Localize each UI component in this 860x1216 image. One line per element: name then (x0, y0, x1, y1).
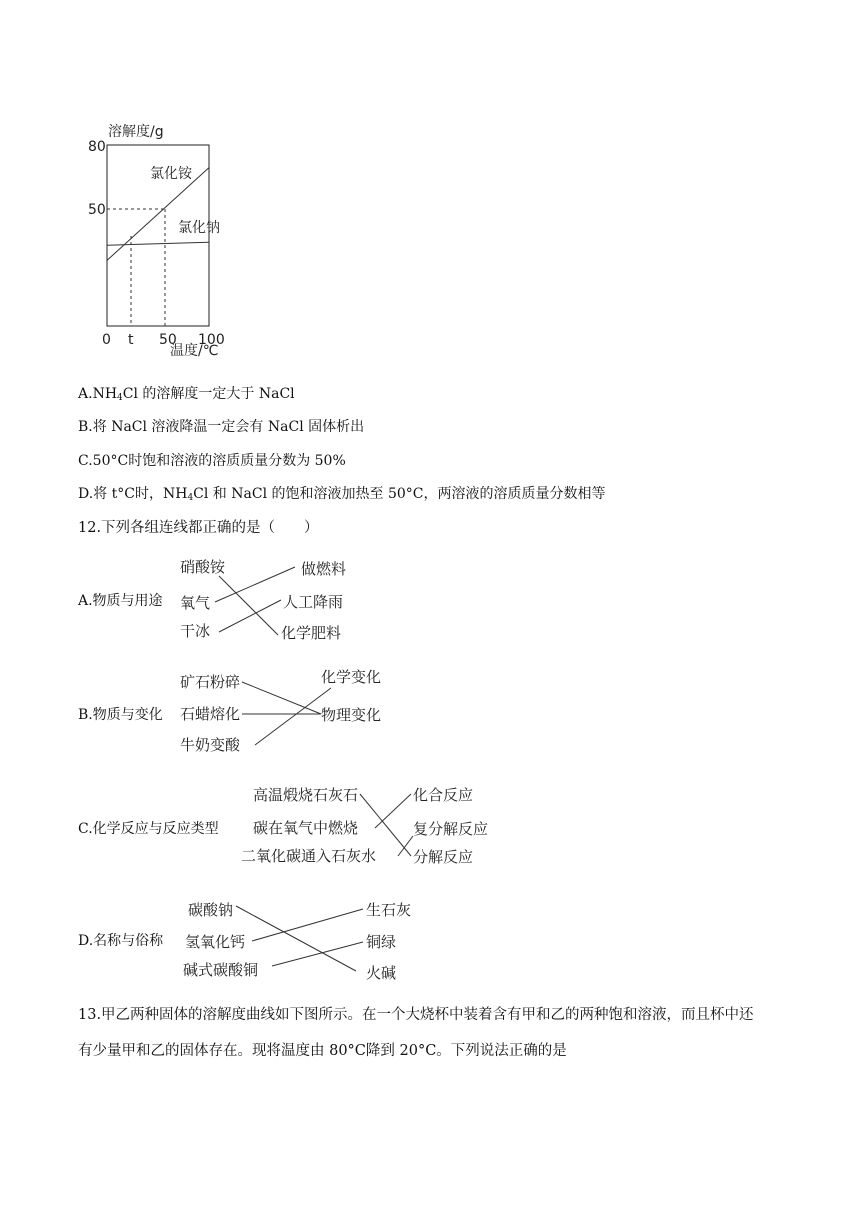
c-right-item-3: 分解反应 (413, 848, 474, 866)
d-right-item-2: 铜绿 (366, 933, 397, 951)
c-right-item-2: 复分解反应 (413, 820, 489, 838)
option-letter: C. (78, 453, 93, 469)
a-right-item-1: 做燃料 (301, 560, 347, 578)
solubility-chart (80, 118, 320, 358)
option-text: Cl 的溶解度一定大于 NaCl (122, 386, 295, 402)
y-tick-label-top: 80 (88, 139, 106, 155)
option-text: 将 NaCl 溶液降温一定会有 NaCl 固体析出 (92, 419, 365, 435)
b-right-item-2: 物理变化 (321, 706, 382, 724)
q11-option-b (78, 416, 364, 436)
a-connector-line (219, 600, 281, 632)
option-text: 50°C时饱和溶液的溶质质量分数为 50% (92, 453, 346, 469)
option-text: Cl 和 NaCl 的饱和溶液加热至 50°C，两溶液的溶质质量分数相等 (193, 486, 606, 502)
c-left-item-3: 二氧化碳通入石灰水 (241, 847, 377, 865)
b-left-item-2: 石蜡熔化 (180, 705, 241, 723)
x-tick-label-0: 0 (102, 332, 111, 348)
q12-b-label: B.物质与变化 (78, 707, 163, 723)
q12-c-matching-diagram (235, 780, 505, 870)
q12-a-matching-diagram (175, 555, 375, 645)
q12-b-matching-diagram (175, 663, 395, 753)
d-connector-line (252, 909, 363, 941)
q13-stem-line-2: 有少量甲和乙的固体存在。现将温度由 80°C降到 20°C。下列说法正确的是 (78, 1043, 567, 1059)
b-connector-line (255, 688, 331, 745)
b-connector-line (242, 682, 321, 714)
d-left-item-3: 碱式碳酸铜 (183, 961, 259, 979)
d-connector-line (272, 942, 363, 966)
series-label-nacl: 氯化钠 (178, 220, 220, 236)
c-connector-line (375, 794, 411, 828)
d-right-item-3: 火碱 (366, 964, 397, 982)
subscript: 4 (187, 493, 194, 503)
subscript: 4 (117, 393, 123, 403)
q12-a-label: A.物质与用途 (78, 593, 163, 609)
b-left-item-1: 矿石粉碎 (180, 673, 241, 691)
a-right-item-3: 化学肥料 (281, 624, 342, 642)
q11-option-a (78, 383, 295, 403)
d-right-item-1: 生石灰 (366, 901, 412, 919)
q12-stem: 12.下列各组连线都正确的是（ ） (78, 520, 319, 536)
option-letter: A. (78, 386, 93, 402)
c-left-item-1: 高温煅烧石灰石 (253, 786, 359, 804)
q12-c-label: C.化学反应与反应类型 (78, 821, 219, 837)
option-letter: B. (78, 419, 93, 435)
a-left-item-2: 氧气 (180, 594, 211, 612)
b-left-item-3: 牛奶变酸 (180, 736, 241, 754)
d-left-item-2: 氢氧化钙 (185, 933, 246, 951)
q12-d-label: D.名称与俗称 (78, 933, 164, 949)
x-tick-label-t: t (128, 332, 134, 348)
q12-d-matching-diagram (180, 893, 420, 983)
a-left-item-3: 干冰 (180, 622, 211, 640)
option-text: 将 t°C时，NH (93, 486, 188, 502)
x-tick-label-100: 100 (198, 332, 225, 348)
option-text: NH (92, 386, 118, 402)
y-axis-label: 溶解度/g (108, 124, 164, 140)
y-tick-label-50: 50 (88, 202, 106, 218)
q13-stem-line-1: 13.甲乙两种固体的溶解度曲线如下图所示。在一个大烧杯中装着含有甲和乙的两种饱和溶液，而且杯中还 (78, 1007, 754, 1023)
d-left-item-1: 碳酸钠 (188, 901, 234, 919)
b-right-item-1: 化学变化 (321, 668, 382, 686)
x-axis-label: 温度/℃ (170, 343, 219, 359)
series-label-nh4cl: 氯化铵 (150, 166, 192, 182)
a-right-item-2: 人工降雨 (283, 593, 344, 611)
x-tick-label-50: 50 (159, 332, 177, 348)
c-connector-line (398, 836, 413, 856)
series-line-nacl (107, 242, 209, 245)
a-connector-line (219, 576, 278, 635)
c-left-item-2: 碳在氧气中燃烧 (253, 819, 359, 837)
option-letter: D. (78, 486, 94, 502)
c-right-item-1: 化合反应 (413, 786, 474, 804)
a-left-item-1: 硝酸铵 (180, 558, 226, 576)
q11-option-d (78, 483, 605, 503)
q11-option-c (78, 450, 346, 470)
